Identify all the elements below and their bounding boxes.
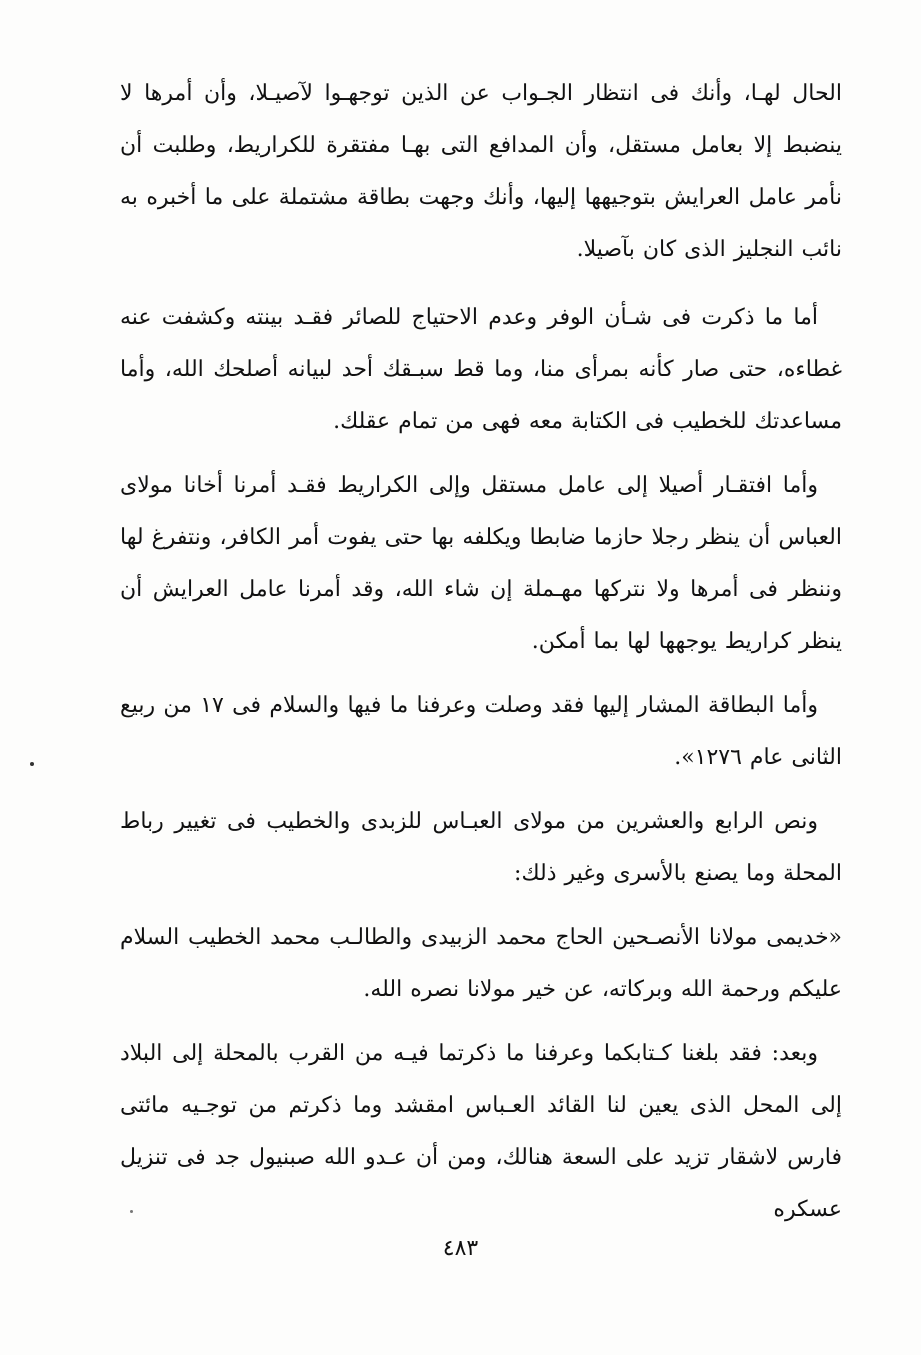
paragraph-4: وأما البطاقة المشار إليها فقد وصلت وعرفنا ما فيها والسلام فى ١٧ من ربيع الثانى عام ١٢٧٦». <box>120 693 842 770</box>
paragraph-6: «خديمى مولانا الأنصـحين الحاج محمد الزبيدى والطالـب محمد الخطيب السلام عليكم ورحمة الله وبركاته، عن خير مولانا نصره الله. <box>120 925 842 1002</box>
body-text <box>120 68 842 1236</box>
paragraph-7: وبعد: فقد بلغنا كـتابكما وعرفنا ما ذكرتما فيـه من القرب بالمحلة إلى البلاد إلى المحل الذى يعين لنا القائد العـباس امقشد وما ذكرتم من توجـيه مائتى فارس لاشقار تزيد على السعة هنالك، ومن أن عـدو الله صبنيول جد فى تنزيل عسكره <box>120 1041 842 1222</box>
paragraph-2: أما ما ذكرت فى شـأن الوفر وعدم الاحتياج للصائر فقـد بينته وكشفت عنه غطاءه، حتى صار كأنه بمرأى منا، وما قط سبـقك أحد لبيانه أصلحك الله، وأما مساعدتك للخطيب فى الكتابة معه فهى من تمام عقلك. <box>120 305 842 434</box>
page-number: ٤٨٣ <box>442 1236 479 1261</box>
scan-speck <box>30 762 34 766</box>
paragraph-3: وأما افتقـار أصيلا إلى عامل مستقل وإلى الكراريط فقـد أمرنا أخانا مولاى العباس أن ينظر رجلا حازما ضابطا ويكلفه بها حتى يفوت أمر الكافر، ونتفرغ لها وننظر فى أمرها ولا نتركها مهـملة إن شاء الله، وقد أمرنا عامل العرايش أن ينظر كراريط يوجهها لها بما أمكن. <box>120 473 842 654</box>
scan-speck <box>130 1210 133 1213</box>
paragraph-5: ونص الرابع والعشرين من مولاى العبـاس للزبدى والخطيب فى تغيير رباط المحلة وما يصنع بالأسرى وغير ذلك: <box>120 809 842 886</box>
paragraph-1: الحال لهـا، وأنك فى انتظار الجـواب عن الذين توجهـوا لآصيـلا، وأن أمرها لا ينضبط إلا بعامل مستقل، وأن المدافع التى بهـا مفتقرة للكراريط، وطلبت أن نأمر عامل العرايش بتوجيهها إليها، وأنك وجهت بطاقة مشتملة على ما أخبره به نائب النجليز الذى كان بآصيلا. <box>120 81 842 262</box>
